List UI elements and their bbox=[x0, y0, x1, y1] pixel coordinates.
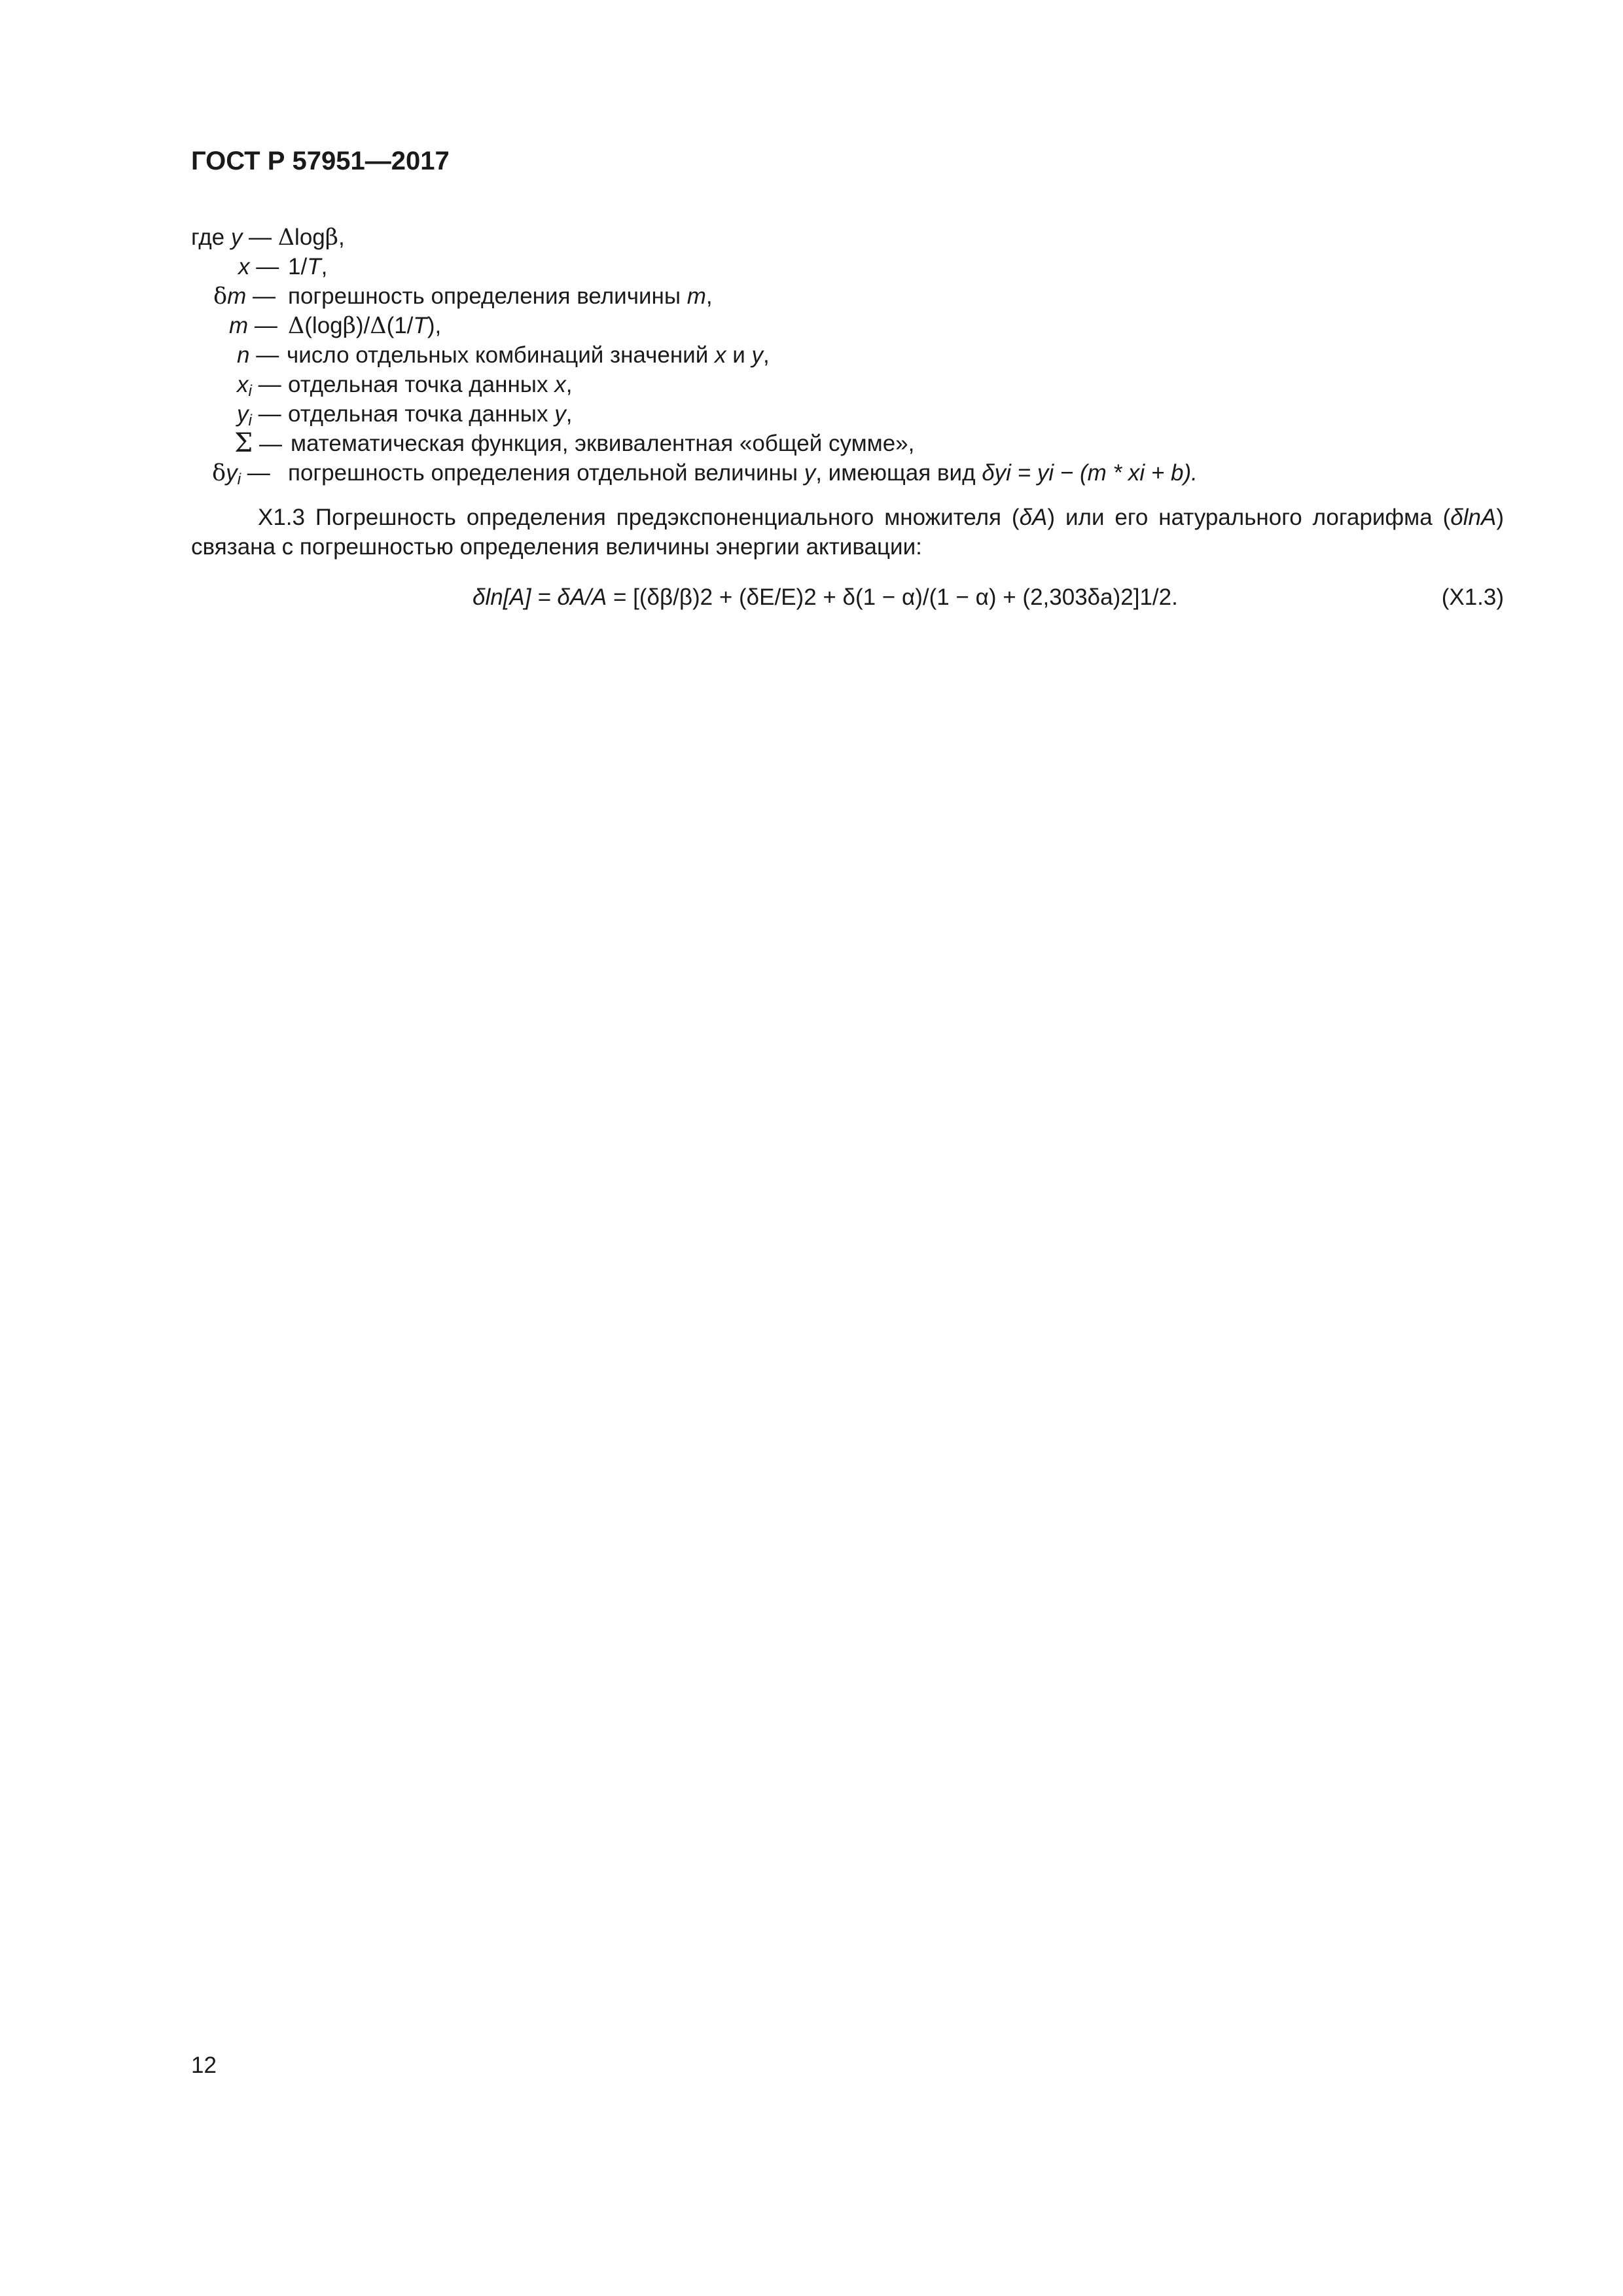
formula-lhs: δln[A] = δA/A bbox=[473, 584, 607, 610]
formula-row bbox=[191, 583, 1504, 612]
definition-row: $\delta y_i$ — погрешность определения отдельной величины y, имеющая вид δyi = yi − (m * xi + b). bbox=[212, 460, 1198, 489]
definition-row: n — число отдельных комбинаций значений x и y, bbox=[237, 342, 770, 368]
definition-row: m — Δ(logβ)/Δ(1/T), bbox=[229, 313, 442, 339]
paragraph-number: X1.3 bbox=[258, 505, 305, 530]
definition-term: m bbox=[227, 283, 247, 309]
formula: δln[A] = δA/A = [(δβ/β)2 + (δE/E)2 + δ(1 − α)/(1 − α) + (2,303δa)2]1/2. bbox=[473, 584, 1178, 610]
definition-term: y bbox=[230, 224, 243, 250]
definition-row: где y — Δlogβ, bbox=[191, 224, 345, 251]
definition-row: x — 1/T, bbox=[238, 254, 328, 279]
definitions-list bbox=[191, 223, 1500, 488]
page-number: 12 bbox=[191, 2053, 217, 2078]
paragraph-x1-3: X1.3 Погрешность определения предэкспоненциального множителя (δA) или его натурального логарифма (δlnA) связана с погрешностью определения величины энергии активации: bbox=[191, 505, 1504, 560]
sigma-symbol: Σ bbox=[234, 428, 253, 458]
definition-row: Σ — математическая функция, эквивалентная «общей сумме», bbox=[234, 428, 915, 458]
definition-prefix: где bbox=[191, 224, 231, 250]
definition-row: $y_i$ — отдельная точка данных y, bbox=[237, 401, 573, 430]
definition-term: x bbox=[238, 254, 250, 279]
delta-symbol: δ bbox=[212, 460, 226, 486]
formula-rhs: [(δβ/β)2 + (δE/E)2 + δ(1 − α)/(1 − α) + (2,303δa)2]1/2. bbox=[633, 584, 1178, 610]
definition-dash: — bbox=[242, 224, 278, 250]
definition-term: m bbox=[229, 313, 249, 338]
definition-term: n bbox=[237, 342, 250, 368]
document-header: ГОСТ Р 57951—2017 bbox=[191, 147, 450, 175]
definition-term: x bbox=[237, 372, 249, 397]
definition-row: δm — погрешность определения величины m, bbox=[213, 283, 713, 310]
definition-row: $x_i$ — отдельная точка данных x, bbox=[237, 372, 573, 401]
formula-number: (X1.3) bbox=[1441, 584, 1504, 610]
inline-formula: δyi = yi − (m * xi + b). bbox=[982, 460, 1198, 486]
definition-term: y bbox=[226, 460, 238, 486]
definition-term: y bbox=[237, 401, 249, 427]
delta-symbol: δ bbox=[213, 283, 228, 310]
